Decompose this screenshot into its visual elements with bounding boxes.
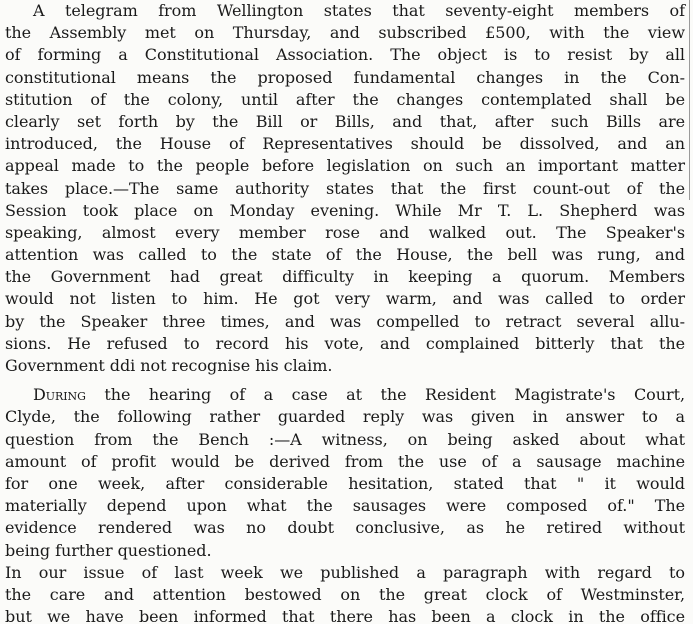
paragraph-clyde-court xyxy=(5,384,685,562)
text-line: takes place.—The same authority states that the first count-out of the xyxy=(5,178,685,198)
text-line: for one week, after considerable hesitation, stated that " it would xyxy=(5,473,685,493)
text-line: but we have been informed that there has been a clock in the office xyxy=(5,607,685,624)
text-line: clearly set forth by the Bill or Bills, and that, after such Bills are xyxy=(5,111,685,131)
text-line: introduced, the House of Representatives should be dissolved, and an xyxy=(5,134,685,154)
text-line: appeal made to the people before legislation on such an important matter xyxy=(5,156,685,176)
text-line: being further questioned. xyxy=(5,540,212,560)
text-line xyxy=(5,384,685,406)
text-line: Clyde, the following rather guarded reply was given in answer to a xyxy=(5,407,685,427)
text-line: the care and attention bestowed on the great clock of Westminster, xyxy=(5,584,685,604)
text-line: constitutional means the proposed fundamental changes in the Con- xyxy=(5,67,685,87)
text-line: amount of profit would be derived from the use of a sausage machine xyxy=(5,451,685,471)
text-line: the Government had great difficulty in keeping a quorum. Members xyxy=(5,267,685,287)
text-line: speaking, almost every member rose and walked out. The Speaker's xyxy=(5,222,685,242)
text-line: A telegram from Wellington states that seventy-eight members of xyxy=(33,1,685,20)
text-line: Government ddi not recognise his claim. xyxy=(5,356,333,375)
text-line: of forming a Constitutional Association. The object is to resist by all xyxy=(5,45,685,65)
first-line-rest: the hearing of a case at the Resident Magistrate's Court, xyxy=(85,385,685,405)
text-line: question from the Bench :—A witness, on being asked about what xyxy=(5,429,685,449)
text-line: evidence rendered was no doubt conclusive, as he retired without xyxy=(5,518,685,538)
paragraph-telegram-wellington xyxy=(5,0,685,377)
text-line: stitution of the colony, until after the changes contemplated shall be xyxy=(5,89,685,109)
paragraph-westminster-clock xyxy=(5,562,685,624)
text-line: would not listen to him. He got very warm, and was called to order xyxy=(5,289,685,309)
lead-word: During xyxy=(33,385,86,405)
text-line: materially depend upon what the sausages were composed of." The xyxy=(5,496,685,516)
column-rule xyxy=(689,0,690,200)
text-line: In our issue of last week we published a paragraph with regard to xyxy=(5,562,685,582)
text-line: by the Speaker three times, and was compelled to retract several allu- xyxy=(5,311,685,331)
text-line: sions. He refused to record his vote, and complained bitterly that the xyxy=(5,333,685,353)
text-line: Session took place on Monday evening. While Mr T. L. Shepherd was xyxy=(5,200,685,220)
text-line: the Assembly met on Thursday, and subscribed £500, with the view xyxy=(5,23,685,43)
text-line: attention was called to the state of the House, the bell was rung, and xyxy=(5,245,685,265)
article-column xyxy=(5,0,685,624)
